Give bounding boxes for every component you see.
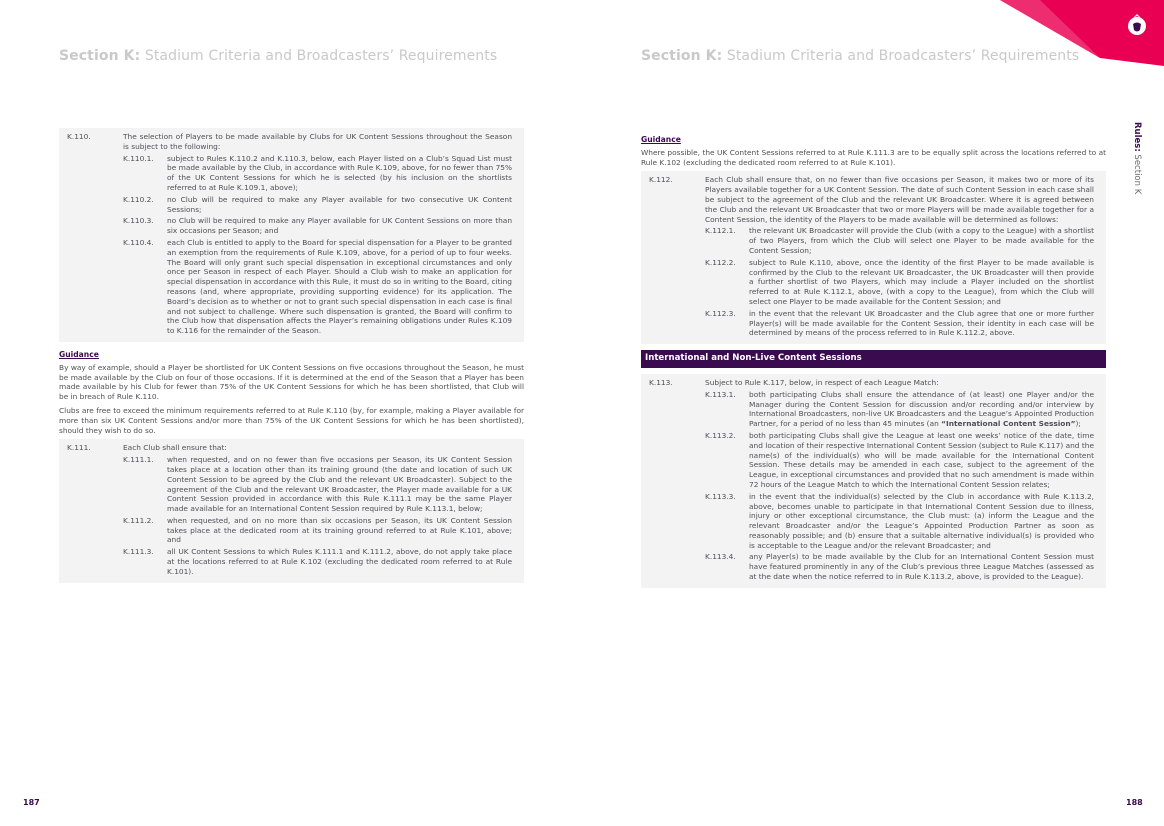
page-number-left: 187 [23, 798, 40, 807]
sub-rule [705, 309, 1094, 338]
rule-k113-box [641, 374, 1106, 588]
page-number-right: 188 [1126, 798, 1143, 807]
sub-rule-text: when requested, and on no more than six occasions per Season, its UK Content Session takes place at the dedicated room at its training ground referred to at Rule K.101, above; and [167, 515, 512, 545]
rule-number: K.113. [649, 377, 673, 387]
sub-rule-text: each Club is entitled to apply to the Board for special dispensation for a Player to be granted an exemption from the requirements of Rule K.109, above, for a period of up to four weeks. The Board will only grant such special dispensation in exceptional circumstances and only once per Season in respect of each Player. Should a Club wish to make an application for special dispensation in accordance with this Rule, it must do so in writing to the Board, citing reasons (and, where appropriate, providing supporting evidence) for its application. The Board’s decision as to whether or not to grant such special dispensation in each case is final and not subject to challenge. Where such dispensation is granted, the Board will confirm to the Club how that dispensation affects the Player’s remaining obligations under Rules K.109 to K.116 for the remainder of the Season. [167, 237, 512, 336]
sub-rule-text-part: both participating Clubs shall ensure the attendance of (at least) one Player and/or the Manager during the Content Session for discussion and/or recording and/or interview by International Broadcasters, non-live UK Broadcasters and the League’s Appointed Production Partner, for a period of no less than 45 minutes (an [749, 389, 1094, 429]
rule-number: K.110. [67, 132, 91, 141]
rule-k111-box [59, 439, 524, 582]
sub-rule-text: in the event that the relevant UK Broadcaster and the Club agree that one or more further Player(s) will be made available for the Content Session, their identity in each case will be determined by means of the process referred to in Rule K.112.2, above. [749, 308, 1094, 338]
sub-rule [705, 258, 1094, 307]
rule-k112-box [641, 171, 1106, 344]
header-left-rest: Stadium Criteria and Broadcasters’ Requirements [140, 48, 498, 64]
header-right-rest: Stadium Criteria and Broadcasters’ Requirements [722, 48, 1080, 64]
sub-rule [705, 552, 1094, 581]
sub-rule-number: K.110.1. [123, 153, 154, 163]
left-page-column [59, 128, 524, 591]
sub-rule-number: K.111.1. [123, 455, 154, 465]
guidance-paragraph: Clubs are free to exceed the minimum requirements referred to at Rule K.110 (by, for example, making a Player available for more than six UK Content Sessions and/or more than 75% of the UK Content Sessions for which he has been shortlisted), should they wish to do so. [59, 405, 524, 435]
sub-rule [123, 195, 512, 215]
section-heading-bar: International and Non-Live Content Sessions [641, 350, 1106, 368]
sub-rule-number: K.113.3. [705, 491, 736, 501]
sub-rule [123, 154, 512, 193]
sub-rule [705, 492, 1094, 551]
sub-rule-number: K.110.4. [123, 237, 154, 247]
sub-rule-number: K.112.1. [705, 226, 736, 236]
rule-number: K.111. [67, 443, 91, 453]
guidance-heading: Guidance [641, 135, 681, 144]
sub-rule-text: no Club will be required to make any Player available for two consecutive UK Content Sessions; [167, 194, 512, 214]
sub-rule-number: K.110.3. [123, 216, 154, 226]
side-label-bold: Rules: [1132, 122, 1142, 152]
sub-rule-text: subject to Rules K.110.2 and K.110.3, below, each Player listed on a Club’s Squad List must be made available by the Club, in accordance with Rule K.109, above, for no fewer than 75% of the UK Content Sessions for which he is selected (by his inclusion on the shortlists referred to at Rule K.109.1, above); [167, 153, 512, 192]
guidance-heading: Guidance [59, 349, 99, 359]
side-label-rest: Section K [1132, 151, 1142, 195]
sub-rule-text: in the event that the individual(s) selected by the Club in accordance with Rule K.113.2, above, becomes unable to participate in that International Content Session due to illness, injury or other exceptional circumstance, the Club must: (a) inform the League and the relevant Broadcaster and/or the League’s Appointed Production Partner as soon as reasonably possible; and (b) ensure that a suitable alternative individual(s) is provided who is acceptable to the League and/or the relevant Broadcaster; and [749, 491, 1094, 550]
sub-rule-text: all UK Content Sessions to which Rules K.111.1 and K.111.2, above, do not apply take place at the locations referred to at Rule K.102 (excluding the dedicated room referred to at Rule K.101). [167, 547, 512, 576]
sub-rule-text: the relevant UK Broadcaster will provide the Club (with a copy to the League) with a shortlist of two Players, from which the Club will select one Player to be made available for the Content Session; [749, 226, 1094, 255]
defined-term: “International Content Session” [941, 419, 1076, 429]
sub-rule-number: K.113.4. [705, 552, 736, 562]
sub-rule-text: no Club will be required to make any Player available for UK Content Sessions on more than six occasions per Season; and [167, 216, 512, 236]
sub-rule-text: when requested, and on no fewer than five occasions per Season, its UK Content Session takes place at a location other than its training ground (the date and location of such UK Content Session to be agreed by the Club and the relevant UK Broadcaster). Subject to the agreement of the Club and the relevant UK Broadcaster, the Player made available for a UK Content Session provided in accordance with this Rule K.111.1 may be the same Player made available for an International Content Session required by Rule K.113.1, below; [167, 455, 512, 514]
sub-rule-text: subject to Rule K.110, above, once the identity of the first Player to be made available is confirmed by the Club to the relevant UK Broadcaster, the UK Broadcaster will then provide a further shortlist of two Players, which may include a Player included on the shortlist referred to at Rule K.112.1, above, (with a copy to the League), from which the Club will select one Player to be made available for the Content Session; and [749, 257, 1094, 306]
sub-rule-text-part: ); [1075, 419, 1081, 429]
sub-rule [123, 455, 512, 514]
rule-text: The selection of Players to be made available by Clubs for UK Content Sessions throughout the Season is subject to the following: [123, 132, 512, 151]
rule-k110-box [59, 128, 524, 342]
sub-rule-number: K.110.2. [123, 194, 154, 204]
guidance-paragraph: Where possible, the UK Content Sessions referred to at Rule K.111.3 are to be equally split across the locations referred to at Rule K.102 (excluding the dedicated room referred to at Rule K.101). [641, 147, 1106, 167]
brand-corner-graphic [1000, 0, 1164, 66]
rule-number: K.112. [649, 175, 673, 185]
sub-rule [123, 516, 512, 545]
sub-rule-text [749, 390, 1094, 429]
sub-rule-text: any Player(s) to be made available by the Club for an International Content Session must have featured prominently in any of the Club’s previous three League Matches (assessed as at the date when the notice referred to in Rule K.113.2, above, is provided to the League). [749, 552, 1094, 582]
sub-rule [123, 238, 512, 336]
header-right-bold: Section K: [641, 48, 723, 64]
sub-rule-text: both participating Clubs shall give the League at least one weeks’ notice of the date, time and location of their respective International Content Session (subject to Rule K.117) and the name(s) of the individual(s) who will be made available for the International Content Session. These details may be amended in each case, subject to the agreement of the League, in exceptional circumstances and provided that no such amendment is made within 72 hours of the League Match to which the International Content Session relates; [749, 430, 1094, 489]
sub-rule [705, 390, 1094, 429]
sub-rule-number: K.113.2. [705, 430, 736, 440]
rule-text: Each Club shall ensure that, on no fewer than five occasions per Season, it makes two or more of its Players available together for a UK Content Session. The date of such Content Session in each case shall be subject to the agreement of the Club and the relevant UK Broadcaster. Where it is agreed between the Club and the relevant UK Broadcaster that two or more Players will be made available together for a Content Session, the identity of the Players to be made available will be determined as follows: [705, 175, 1094, 224]
sub-rule [123, 547, 512, 576]
rule-text: Each Club shall ensure that: [123, 443, 227, 453]
rule-text: Subject to Rule K.117, below, in respect of each League Match: [705, 377, 939, 387]
sub-rule [705, 226, 1094, 255]
right-page-column [641, 133, 1106, 596]
guidance-paragraph: By way of example, should a Player be shortlisted for UK Content Sessions on five occasions throughout the Season, he must be made available by the Club on four of those occasions. If it is determined at the end of the Season that a Player has been made available by his Club for fewer than 75% of the UK Content Sessions for which he has been shortlisted, that Club will be in breach of Rule K.110. [59, 362, 524, 402]
sub-rule-number: K.112.2. [705, 257, 736, 267]
page-header-left [59, 48, 497, 64]
sub-rule [705, 431, 1094, 490]
sub-rule-number: K.111.2. [123, 515, 154, 525]
sub-rule-number: K.113.1. [705, 389, 736, 399]
sub-rule [123, 216, 512, 236]
side-section-label [1130, 122, 1144, 202]
header-left-bold: Section K: [59, 48, 141, 64]
sub-rule-number: K.111.3. [123, 547, 154, 557]
sub-rule-number: K.112.3. [705, 308, 736, 318]
